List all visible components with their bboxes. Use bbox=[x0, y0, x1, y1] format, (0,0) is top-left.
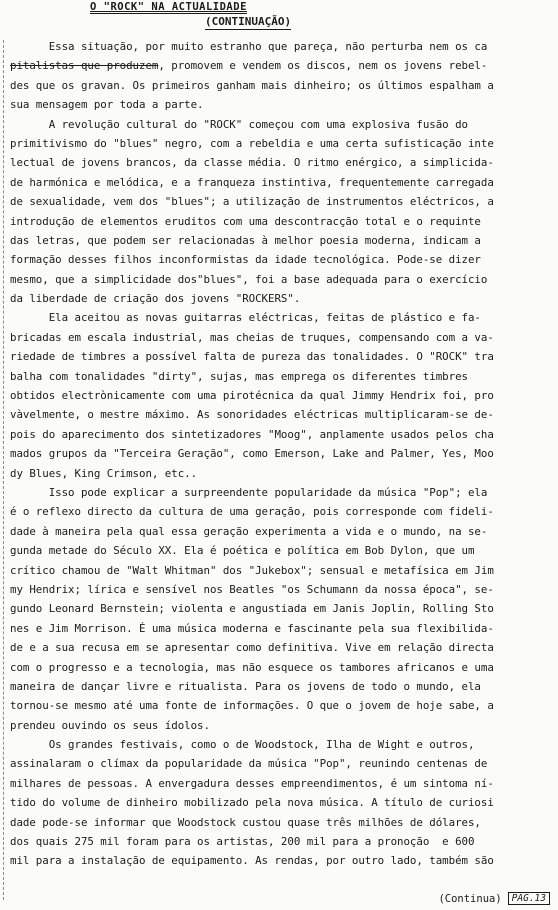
margin-rule bbox=[3, 40, 4, 900]
text-line: da liberdade de criação dos jovens "ROCKERS". bbox=[10, 292, 301, 306]
text-line: de harmónica e melódica, e a franqueza instintiva, frequentemente carregada bbox=[10, 175, 494, 189]
text-line: obtidos electrònicamente com uma pirotécnica da qual Jimmy Hendrix foi, pro bbox=[10, 389, 494, 403]
text-line: vàvelmente, o mestre máximo. As sonoridades eléctricas multiplicaram-se de- bbox=[10, 408, 494, 422]
text-line: tornou-se mesmo até uma fonte de informações. O que o jovem de hoje sabe, a bbox=[10, 699, 494, 713]
text-line: A revolução cultural do "ROCK" começou com uma explosiva fusão do bbox=[10, 117, 468, 131]
text-line: formação desses filhos inconformistas da idade tecnológica. Pode-se dizer bbox=[10, 253, 481, 267]
text-line: é o reflexo directo da cultura de uma geração, pois corresponde com fideli- bbox=[10, 505, 494, 519]
text-line: Essa situação, por muito estranho que pareça, não perturba nem os ca bbox=[10, 40, 488, 53]
document-subtitle: (CONTINUAÇÃO) bbox=[205, 15, 292, 28]
text-line: pois do aparecimento dos sintetizadores "Moog", anplamente usados pelos cha bbox=[10, 427, 494, 441]
text-line: lectual de jovens brancos, da classe média. O ritmo enérgico, a simplicida- bbox=[10, 156, 494, 170]
text-line: com o progresso e a tecnologia, mas não esquece os tambores africanos e uma bbox=[10, 660, 494, 674]
text-line: nes e Jim Morrison. É uma música moderna e fascinante pela sua flexibilida- bbox=[10, 621, 494, 635]
text-line: dy Blues, King Crimson, etc.. bbox=[10, 466, 198, 480]
text-line: pitalistas que produzem, promovem e vendem os discos, nem os jovens rebel- bbox=[10, 59, 488, 73]
text-line: sua mensagem por toda a parte. bbox=[10, 98, 204, 112]
text-line: dade pode-se informar que Woodstock custou quase três milhões de dólares, bbox=[10, 815, 481, 829]
text-line: mesmo, que a simplicidade dos"blues", foi a base adequada para o exercício bbox=[10, 272, 488, 286]
text-line: gunda metade do Século XX. Ela é poética e política em Bob Dylon, que um bbox=[10, 544, 475, 558]
page-footer bbox=[438, 892, 550, 905]
text-line: prendeu ouvindo os seus ídolos. bbox=[10, 718, 210, 732]
text-line: riedade de timbres a possível falta de pureza das tonalidades. O "ROCK" tra bbox=[10, 350, 494, 364]
continue-label: (Continua) bbox=[438, 892, 502, 905]
text-line: milhares de pessoas. A envergadura desses empreendimentos, é um sintoma ní- bbox=[10, 776, 494, 790]
text-line: introdução de elementos eruditos com uma descontracção total e o requinte bbox=[10, 214, 481, 228]
text-line: das letras, que podem ser relacionadas à melhor poesia moderna, indicam a bbox=[10, 233, 481, 247]
text-line: de sexualidade, vem dos "blues"; a utilização de instrumentos eléctricos, a bbox=[10, 195, 494, 209]
text-line: maneira de dançar livre e ritualista. Para os jovens de todo o mundo, ela bbox=[10, 679, 481, 693]
text-line: Ela aceitou as novas guitarras eléctricas, feitas de plástico e fa- bbox=[10, 311, 481, 325]
document-body bbox=[10, 37, 554, 871]
text-line: mil para a instalação de equipamento. As rendas, por outro lado, também são bbox=[10, 854, 494, 868]
text-line: assinalaram o clímax da popularidade da música "Pop", reunindo centenas de bbox=[10, 757, 488, 771]
text-line: primitivismo do "blues" negro, com a rebeldia e uma certa sufisticação inte bbox=[10, 136, 494, 150]
text-line: crítico chamou de "Walt Whitman" dos "Jukebox"; sensual e metafísica em Jim bbox=[10, 563, 494, 577]
page-number-stamp: PÁG.13 bbox=[508, 892, 550, 905]
text-line: my Hendrix; lírica e sensível nos Beatles "os Schumann da nossa época", se- bbox=[10, 582, 494, 596]
text-line: mados grupos da "Terceira Geração", como Emerson, Lake and Palmer, Yes, Moo bbox=[10, 447, 494, 461]
text-line: des que os gravan. Os primeiros ganham mais dinheiro; os últimos espalham a bbox=[10, 78, 494, 92]
text-line: de e a sua recusa em se apresentar como definitiva. Vive em relação directa bbox=[10, 641, 494, 655]
text-line: tido do volume de dinheiro mobilizado pela nova música. A título de curiosi bbox=[10, 796, 494, 810]
text-line: dos quais 275 mil foram para os artistas, 200 mil para a pronoção e 600 bbox=[10, 835, 475, 849]
text-line: gundo Leonard Bernstein; violenta e angustiada em Janis Joplin, Rolling Sto bbox=[10, 602, 494, 616]
text-line: dade à maneira pela qual essa geração experimenta a vida e o mundo, na se- bbox=[10, 524, 488, 538]
text-line: Isso pode explicar a surpreendente popularidade da música "Pop"; ela bbox=[10, 485, 488, 499]
text-line: balha com tonalidades "dirty", sujas, mas emprega os diferentes timbres bbox=[10, 369, 468, 383]
document-title: O "ROCK" NA ACTUALIDADE bbox=[90, 1, 247, 13]
text-line: Os grandes festivais, como o de Woodstock, Ilha de Wight e outros, bbox=[10, 738, 475, 752]
text-line: bricadas em escala industrial, mas cheias de truques, compensando com a va- bbox=[10, 330, 494, 344]
